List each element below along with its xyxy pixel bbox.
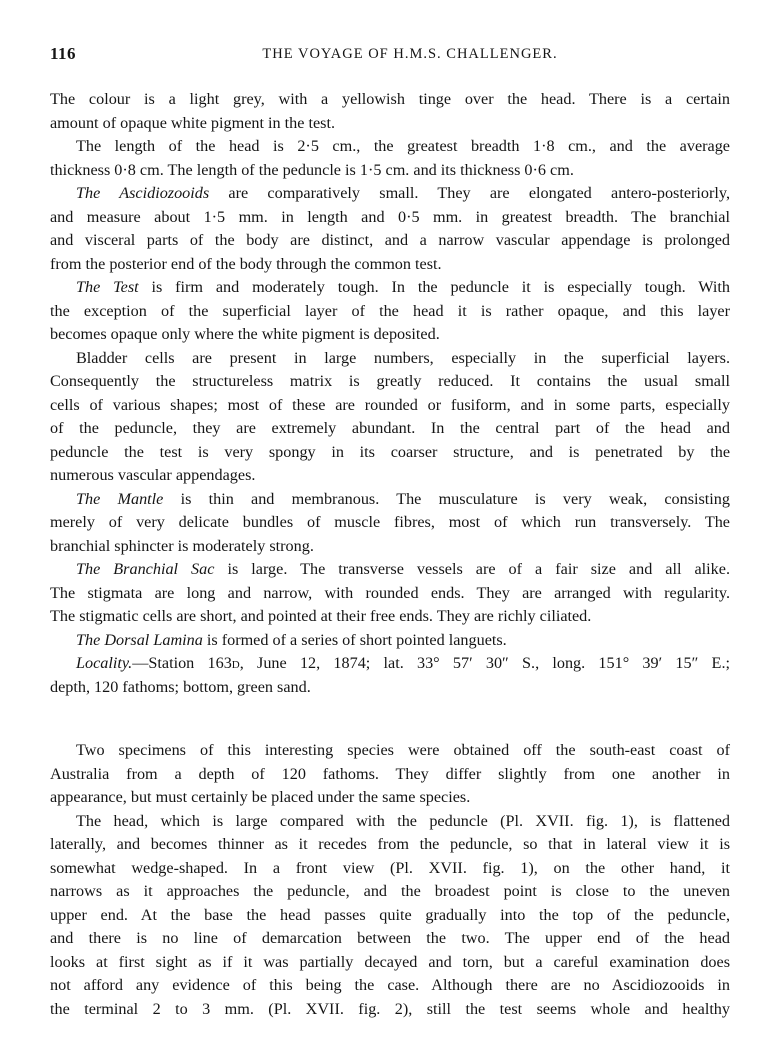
page-number: 116 <box>50 44 77 63</box>
paragraph-test-line: the exception of the superficial layer of the head it is rather opaque, and this layer <box>50 301 730 320</box>
section-heading-ascidiozooids: The Ascidiozooids <box>76 184 210 202</box>
paragraph-ascidiozooids-line: from the posterior end of the body through the common test. <box>50 254 442 273</box>
section-heading-locality: Locality. <box>76 654 133 672</box>
paragraph-locality-line: Locality.—Station 163D, June 12, 1874; lat. 33° 57′ 30″ S., long. 151° 39′ 15″ E.; <box>76 654 730 672</box>
paragraph-branchial-sac-line: The stigmata are long and narrow, with rounded ends. They are arranged with regularity. <box>50 583 730 602</box>
paragraph-ascidiozooids-line: and visceral parts of the body are distinct, and a narrow vascular appendage is prolonged <box>50 231 730 249</box>
paragraph-test-line: becomes opaque only where the white pigment is deposited. <box>50 325 440 343</box>
page-header <box>50 44 730 70</box>
paragraph-bladder-cells-line: of the peduncle, they are extremely abundant. In the central part of the head and <box>50 419 730 437</box>
paragraph-specimens-line: appearance, but must certainly be placed under the same species. <box>50 788 471 806</box>
running-title: THE VOYAGE OF H.M.S. CHALLENGER. <box>262 46 558 62</box>
paragraph-branchial-sac-line: The stigmatic cells are short, and pointed at their free ends. They are richly ciliated. <box>50 607 592 625</box>
paragraph-mantle-line: branchial sphincter is moderately strong. <box>50 536 314 555</box>
paragraph-test-line: The Test is firm and moderately tough. In the peduncle it is especially tough. With <box>76 278 730 296</box>
paragraph-bladder-cells-line: numerous vascular appendages. <box>50 466 256 484</box>
species-discussion <box>50 739 730 1021</box>
paragraph-head-line: not afford any evidence of this being the case. Although there are no Ascidiozooids in <box>50 976 730 994</box>
section-heading-branchial-sac: The Branchial Sac <box>76 560 215 578</box>
paragraph-colour-line: The colour is a light grey, with a yellowish tinge over the head. There is a certain <box>50 90 730 108</box>
paragraph-ascidiozooids-line: The Ascidiozooids are comparatively small. They are elongated antero-posteriorly, <box>76 184 730 202</box>
section-heading-test: The Test <box>76 278 139 296</box>
station-suffix: D <box>231 659 240 671</box>
paragraph-head-line: somewhat wedge-shaped. In a front view (Pl. XVII. fig. 1), on the other hand, it <box>50 858 730 877</box>
paragraph-branchial-sac-line: The Branchial Sac is large. The transverse vessels are of a fair size and all alike. <box>76 560 730 578</box>
paragraph-dimensions-line: The length of the head is 2·5 cm., the greatest breadth 1·8 cm., and the average <box>76 137 730 155</box>
paragraph-ascidiozooids-line: and measure about 1·5 mm. in length and 0·5 mm. in greatest breadth. The branchial <box>50 207 730 226</box>
species-description <box>50 88 730 699</box>
section-heading-dorsal-lamina: The Dorsal Lamina <box>76 630 203 649</box>
paragraph-bladder-cells-line: peduncle the test is very spongy in its coarser structure, and is penetrated by the <box>50 442 730 461</box>
paragraph-head-line: narrows as it approaches the peduncle, and the broadest point is close to the uneven <box>50 882 730 900</box>
paragraph-bladder-cells-line: cells of various shapes; most of these are rounded or fusiform, and in some parts, especially <box>50 395 730 414</box>
paragraph-locality-line: depth, 120 fathoms; bottom, green sand. <box>50 677 311 696</box>
paragraph-head-line: and there is no line of demarcation between the two. The upper end of the head <box>50 929 730 947</box>
paragraph-mantle-line: merely of very delicate bundles of muscle fibres, most of which run transversely. The <box>50 513 730 531</box>
paragraph-specimens-line: Australia from a depth of 120 fathoms. They differ slightly from one another in <box>50 764 730 783</box>
paragraph-specimens-line: Two specimens of this interesting species were obtained off the south-east coast of <box>76 741 730 759</box>
paragraph-head-line: laterally, and becomes thinner as it recedes from the peduncle, so that in lateral view it is <box>50 835 730 853</box>
paragraph-dimensions-line: thickness 0·8 cm. The length of the peduncle is 1·5 cm. and its thickness 0·6 cm. <box>50 160 574 179</box>
paragraph-head-line: upper end. At the base the head passes quite gradually into the top of the peduncle, <box>50 905 730 924</box>
section-heading-mantle: The Mantle <box>76 489 164 508</box>
paragraph-colour-line: amount of opaque white pigment in the test. <box>50 113 336 132</box>
paragraph-head-line: The head, which is large compared with the peduncle (Pl. XVII. fig. 1), is flattened <box>76 811 730 830</box>
paragraph-bladder-cells-line: Consequently the structureless matrix is greatly reduced. It contains the usual small <box>50 372 730 390</box>
paragraph-mantle-line: The Mantle is thin and membranous. The musculature is very weak, consisting <box>76 489 730 508</box>
paragraph-head-line: the terminal 2 to 3 mm. (Pl. XVII. fig. 2), still the test seems whole and healthy <box>50 999 730 1018</box>
paragraph-bladder-cells-line: Bladder cells are present in large numbers, especially in the superficial layers. <box>76 348 730 367</box>
paragraph-dorsal-lamina-line: The Dorsal Lamina is formed of a series of short pointed languets. <box>76 630 507 649</box>
paragraph-head-line: looks at first sight as if it was partially decayed and torn, but a careful examination does <box>50 952 730 971</box>
